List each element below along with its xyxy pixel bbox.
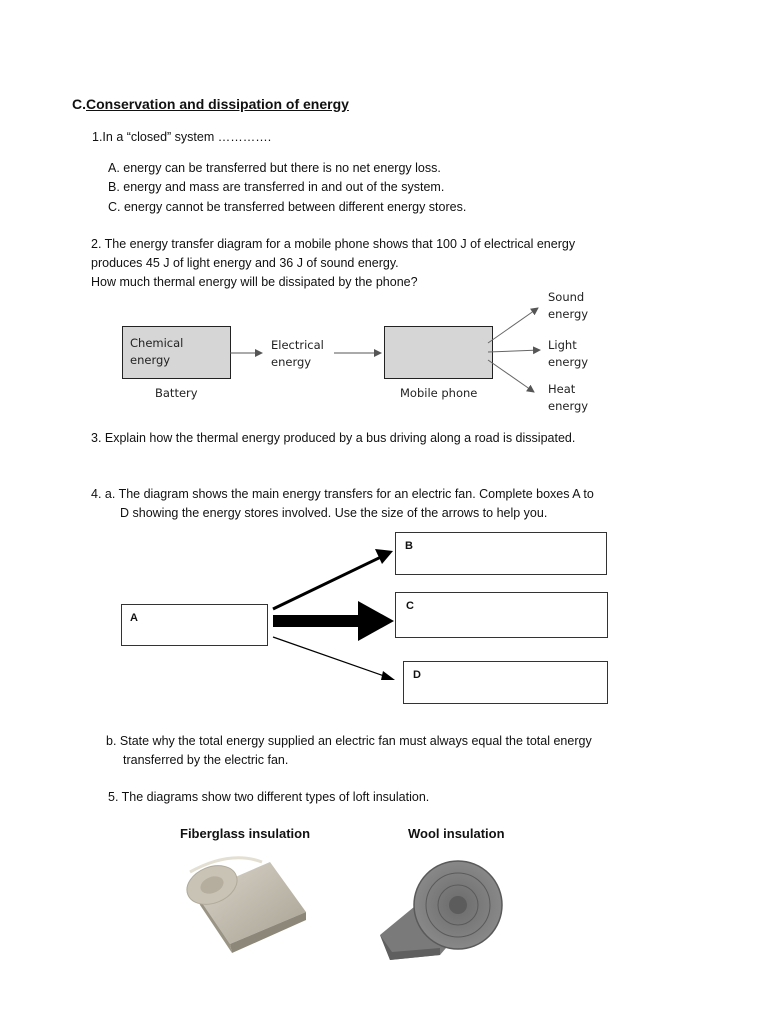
q4b-line-2: transferred by the electric fan. bbox=[123, 753, 289, 767]
q5-text: 5. The diagrams show two different types of loft insulation. bbox=[108, 790, 430, 804]
q4-line-2: D showing the energy stores involved. Use the size of the arrows to help you. bbox=[120, 506, 548, 520]
box-d-label: D bbox=[413, 669, 421, 681]
arrow-to-d bbox=[273, 637, 395, 680]
phone-caption: Mobile phone bbox=[400, 386, 478, 400]
sound-label-2: energy bbox=[548, 307, 589, 321]
electrical-label-1: Electrical bbox=[271, 338, 324, 352]
q3-text: 3. Explain how the thermal energy produced by a bus driving along a road is dissipated. bbox=[91, 431, 576, 445]
battery-box-line-2: energy bbox=[130, 353, 171, 367]
section-prefix: C. bbox=[72, 96, 86, 112]
fiberglass-insulation-image bbox=[181, 858, 306, 953]
sound-label-1: Sound bbox=[548, 290, 585, 304]
battery-box-line-1: Chemical bbox=[130, 336, 184, 350]
section-heading: Conservation and dissipation of energy bbox=[86, 96, 349, 112]
q1-option-b: B. energy and mass are transferred in and out of the system. bbox=[108, 180, 445, 194]
q1-option-c: C. energy cannot be transferred between different energy stores. bbox=[108, 200, 467, 214]
phone-to-heat-arrow bbox=[488, 360, 534, 392]
box-c-label: C bbox=[406, 600, 414, 612]
phone-to-light-arrow bbox=[488, 350, 540, 352]
q2-line-2: produces 45 J of light energy and 36 J of sound energy. bbox=[91, 256, 399, 270]
heat-label-1: Heat bbox=[548, 382, 576, 396]
light-label-1: Light bbox=[548, 338, 577, 352]
wool-insulation-image bbox=[380, 861, 502, 960]
arrow-to-b bbox=[273, 549, 393, 609]
q2-line-1: 2. The energy transfer diagram for a mobile phone shows that 100 J of electrical energy bbox=[91, 237, 576, 251]
phone-to-sound-arrow bbox=[488, 308, 538, 343]
q1-option-a: A. energy can be transferred but there is no net energy loss. bbox=[108, 161, 441, 175]
arrow-to-c bbox=[273, 601, 394, 641]
electrical-label-2: energy bbox=[271, 355, 312, 369]
light-label-2: energy bbox=[548, 355, 589, 369]
q1-stem: 1.In a “closed” system …………. bbox=[92, 130, 272, 144]
wool-label: Wool insulation bbox=[408, 826, 505, 841]
battery-caption: Battery bbox=[155, 386, 198, 400]
q4b-line-1: b. State why the total energy supplied an electric fan must always equal the total energy bbox=[106, 734, 592, 748]
q2-line-3: How much thermal energy will be dissipated by the phone? bbox=[91, 275, 418, 289]
fiberglass-label: Fiberglass insulation bbox=[180, 826, 311, 841]
q4-line-1: 4. a. The diagram shows the main energy transfers for an electric fan. Complete boxes A to bbox=[91, 487, 594, 501]
box-b-label: B bbox=[405, 540, 413, 552]
box-a-label: A bbox=[130, 612, 138, 624]
heat-label-2: energy bbox=[548, 399, 589, 413]
